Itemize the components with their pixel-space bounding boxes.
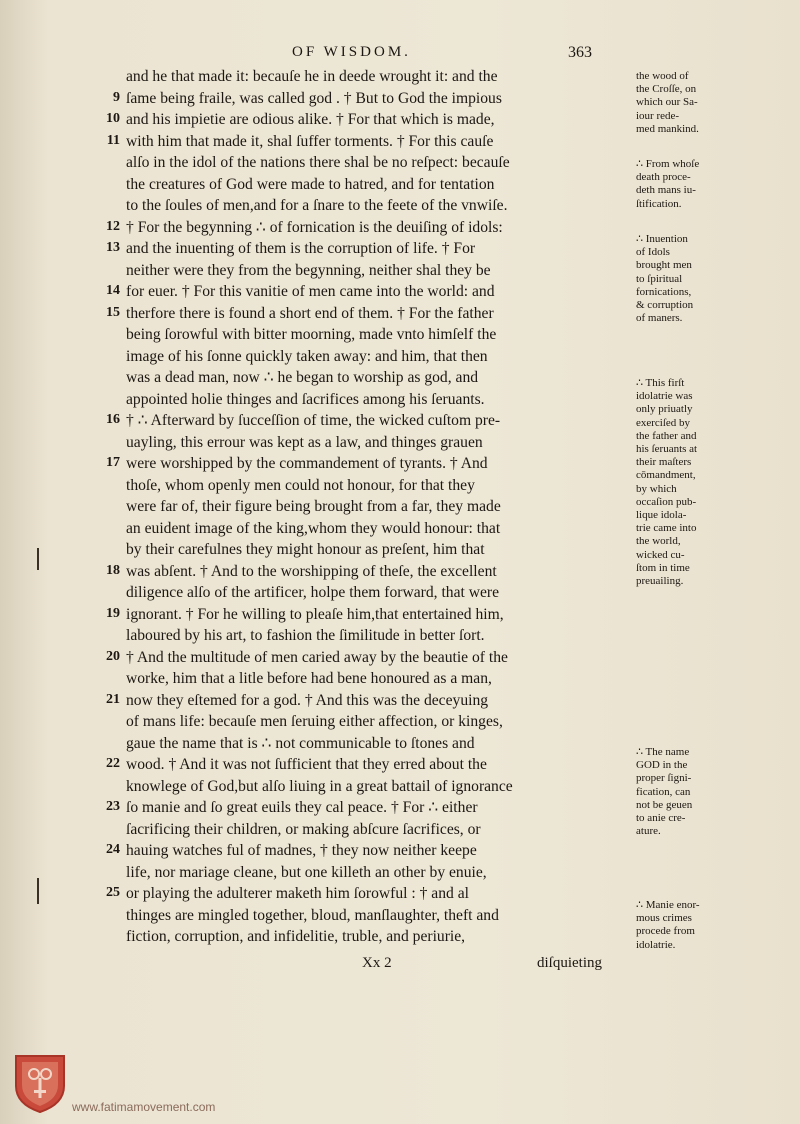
line-text: hauing watches ful of madnes, † they now neither keepe xyxy=(126,842,477,859)
line-text: uayling, this errour was kept as a law, and thinges grauen xyxy=(126,433,483,451)
line-text: by their carefulnes they might honour as preſent, him that xyxy=(126,541,485,558)
line-text: being ſorowful with bitter moorning, made vnto himſelf the xyxy=(126,326,497,343)
line-text: † For the begynning ∴ of fornication is the deuiſing of idols: xyxy=(126,218,503,236)
line-text: now they eſtemed for a god. † And this was the deceyuing xyxy=(126,691,489,709)
line-text: therfore there is found a short end of them. † For the father xyxy=(126,304,494,322)
verse-number: 21 xyxy=(106,691,120,707)
line-text: was abſent. † And to the worshipping of theſe, the excellent xyxy=(126,562,497,580)
line-text: with him that made it, shal ſuffer torments. † For this cauſe xyxy=(126,132,494,150)
text-line xyxy=(0,324,800,345)
line-text: or playing the adulterer maketh him ſorowful : † and al xyxy=(126,885,469,902)
text-line xyxy=(0,604,800,625)
verse-number: 12 xyxy=(106,218,120,234)
left-margin-mark xyxy=(37,548,39,570)
verse-number: 9 xyxy=(113,89,120,105)
margin-note: the wood of the Croſſe, on which our Sa- iour rede- med mankind. xyxy=(636,70,699,135)
line-text: alſo in the idol of the nations there shal be no reſpect: becauſe xyxy=(126,154,510,171)
verse-number: 24 xyxy=(106,842,120,857)
line-text: were far of, their figure being brought from a far, they made xyxy=(126,498,501,515)
line-text: of mans life: becauſe men ſeruing either affection, or kinges, xyxy=(126,713,503,730)
verse-number: 20 xyxy=(106,648,120,664)
margin-note: ∴ This firſt idolatrie was only priuatly exerciſed by the father and his ſeruants at their maſters cōmandment, by which occaſion pub- lique idola- trie came into the world, wicked cu- ſtom in time preuailing. xyxy=(636,377,698,588)
line-text: was a dead man, now ∴ he began to worship as god, and xyxy=(126,369,479,386)
verse-number: 23 xyxy=(106,799,120,814)
text-line xyxy=(0,625,800,646)
verse-number: 15 xyxy=(106,304,120,320)
line-text: worke, him that a litle before had bene honoured as a man, xyxy=(126,670,492,687)
verse-number: 13 xyxy=(106,240,120,255)
line-text: fiction, corruption, and infidelitie, truble, and periurie, xyxy=(126,928,466,945)
margin-note: ∴ Manie enor- mous crimes procede from idolatrie. xyxy=(636,899,700,951)
line-text: ſo manie and ſo great euils they cal peace. † For ∴ either xyxy=(126,799,478,816)
catchword: diſquieting xyxy=(537,955,602,971)
text-line xyxy=(0,346,800,367)
text-line xyxy=(0,690,800,711)
verse-number: 17 xyxy=(106,455,120,470)
line-text: for euer. † For this vanitie of men came into the world: and xyxy=(126,283,495,300)
line-text: ſame being fraile, was called god . † But to God the impious xyxy=(126,89,502,107)
text-line xyxy=(0,668,800,689)
verse-number: 10 xyxy=(106,111,120,126)
verse-number: 18 xyxy=(106,562,120,578)
line-text: wood. † And it was not ſufficient that they erred about the xyxy=(126,756,487,773)
text-line xyxy=(0,647,800,668)
verse-number: 19 xyxy=(106,605,120,621)
line-text: thoſe, whom openly men could not honour, for that they xyxy=(126,476,475,494)
fatima-movement-logo-icon xyxy=(12,1052,68,1114)
page-footer xyxy=(0,955,800,979)
margin-note: ∴ The name GOD in the proper ſigni- fication, can not be geuen to anie cre- ature. xyxy=(636,746,693,838)
verse-number: 22 xyxy=(106,756,120,771)
verse-number: 25 xyxy=(106,885,120,900)
line-text: appointed holie thinges and ſacrifices among his ſeruants. xyxy=(126,390,485,408)
line-text: gaue the name that is ∴ not communicable to ſtones and xyxy=(126,734,475,752)
text-line xyxy=(0,840,800,861)
line-text: ignorant. † For he willing to pleaſe him,that entertained him, xyxy=(126,605,504,623)
line-text: to the ſoules of men,and for a ſnare to the feete of the vnwiſe. xyxy=(126,197,508,214)
line-text: were worshipped by the commandement of tyrants. † And xyxy=(126,455,488,472)
signature-mark: Xx 2 xyxy=(362,955,392,971)
line-text: † And the multitude of men caried away by the beautie of the xyxy=(126,648,508,666)
line-text: thinges are mingled together, bloud, manſlaughter, theft and xyxy=(126,906,499,924)
left-margin-mark xyxy=(37,878,39,904)
line-text: † ∴ Afterward by ſucceſſion of time, the wicked cuſtom pre- xyxy=(126,412,501,429)
page-number: 363 xyxy=(568,44,592,61)
margin-note: ∴ From whoſe death proce- deth mans iu- ſtification. xyxy=(636,158,700,210)
text-line xyxy=(0,862,800,883)
line-text: image of his ſonne quickly taken away: and him, that then xyxy=(126,347,488,365)
line-text: laboured by his art, to fashion the ſimilitude in better ſort. xyxy=(126,627,485,644)
line-text: and his impietie are odious alike. † For that which is made, xyxy=(126,111,495,128)
verse-number: 16 xyxy=(106,412,120,427)
verse-number: 14 xyxy=(106,283,120,298)
line-text: neither were they from the begynning, neither shal they be xyxy=(126,261,491,279)
line-text: life, nor mariage cleane, but one killeth an other by enuie, xyxy=(126,863,487,881)
verse-number: 11 xyxy=(106,132,120,148)
running-title: OF WISDOM. xyxy=(292,44,411,60)
page-header xyxy=(0,44,800,66)
line-text: an euident image of the king,whom they would honour: that xyxy=(126,519,501,537)
margin-note: ∴ Inuention of Idols brought men to ſpiritual fornications, & corruption of maners. xyxy=(636,233,694,325)
line-text: and the inuenting of them is the corruption of life. † For xyxy=(126,240,476,257)
watermark-url: www.fatimamovement.com xyxy=(72,1100,216,1114)
line-text: the creatures of God were made to hatred, and for tentation xyxy=(126,175,495,193)
line-text: and he that made it: becauſe he in deede wrought it: and the xyxy=(126,68,498,85)
line-text: knowlege of God,but alſo liuing in a great battail of ignorance xyxy=(126,777,513,795)
line-text: ſacrificing their children, or making abſcure ſacrifices, or xyxy=(126,820,481,838)
line-text: diligence alſo of the artificer, holpe them forward, that were xyxy=(126,584,500,601)
text-line xyxy=(0,711,800,732)
